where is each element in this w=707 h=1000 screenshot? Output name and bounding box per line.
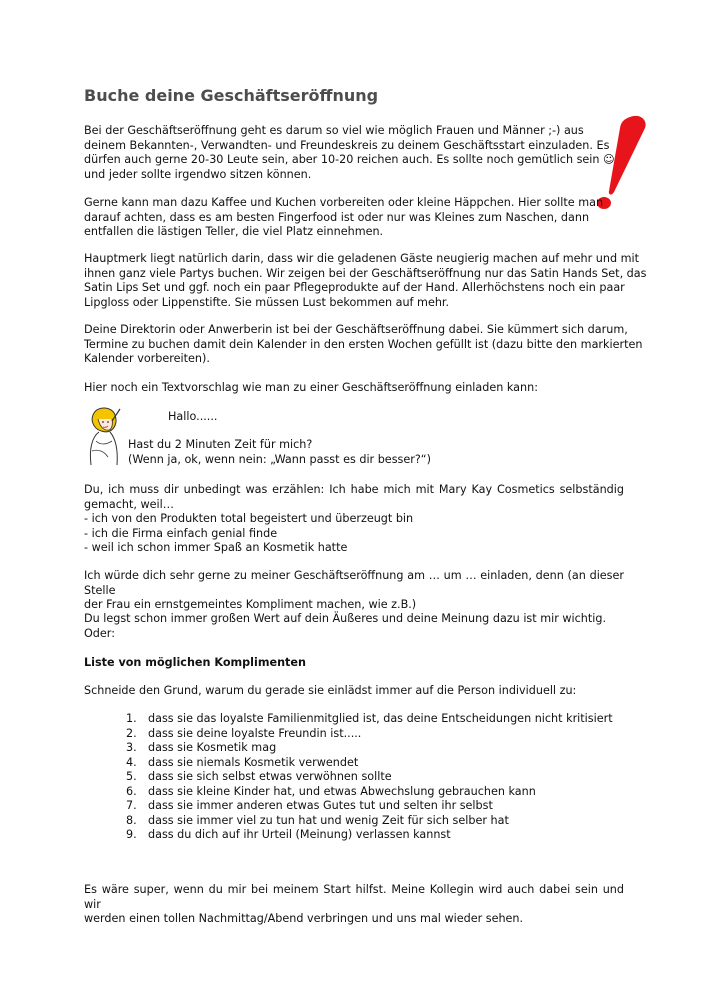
focus-paragraph: Hauptmerk liegt natürlich darin, dass wir die geladenen Gäste neugierig machen auf mehr und mit ihnen ganz viele Partys buchen. Wir zeigen bei der Geschäftseröffnung nur das Satin Hands Set, das Satin Lips Set und ggf. noch ein paar Pflegeprodukte auf der Hand. Allerhöchstens noch ein paar Lipgloss oder Lippenstifte. Sie müssen Lust bekommen auf mehr. [84, 252, 647, 309]
invite-question: Hast du 2 Minuten Zeit für mich? (Wenn ja, ok, wenn nein: „Wann passt es dir besser?“) [128, 438, 431, 466]
director-paragraph: Deine Direktorin oder Anwerberin ist bei der Geschäftseröffnung dabei. Sie kümmert sich darum, Termine zu buchen damit dein Kalender in den ersten Wochen gefüllt ist (dazu bitte den markierten Kalender vorbereiten). [84, 323, 643, 365]
list-item: 2. dass sie deine loyalste Freundin ist..... [126, 726, 362, 740]
list-item: 7. dass sie immer anderen etwas Gutes tut und selten ihr selbst [126, 799, 493, 812]
list-item: 1. dass sie das loyalste Familienmitglied ist, das deine Entscheidungen nicht kritisiert [126, 712, 613, 725]
list-item: 9. dass du dich auf ihr Urteil (Meinung) verlassen kannst [126, 828, 451, 841]
woman-clipart-icon [82, 407, 126, 467]
food-paragraph: Gerne kann man dazu Kaffee und Kuchen vorbereiten oder kleine Häppchen. Hier sollte man darauf achten, dass es am besten Fingerfood ist oder nur was Kleines zum Naschen, dann entfallen die lästigen Teller, die viel Platz einnehmen. [84, 196, 604, 238]
list-item: 6. dass sie kleine Kinder hat, und etwas Abwechslung gebrauchen kann [126, 784, 536, 798]
compliments-intro: Schneide den Grund, warum du gerade sie einlädst immer auf die Person individuell zu: [84, 684, 577, 697]
list-item: 3. dass sie Kosmetik mag [126, 741, 277, 754]
proposal-intro: Hier noch ein Textvorschlag wie man zu einer Geschäftseröffnung einladen kann: [84, 381, 538, 394]
closing-paragraph: Es wäre super, wenn du mir bei meinem Start hilfst. Meine Kollegin wird auch dabei sein und wir werden einen tollen Nachmittag/Abend verbringen und uns mal wieder sehen. [84, 883, 624, 925]
compliments-heading: Liste von möglichen Komplimenten [84, 656, 306, 669]
list-item: 8. dass sie immer viel zu tun hat und wenig Zeit für sich selber hat [126, 813, 509, 827]
compliments-list [126, 712, 613, 843]
value-paragraph: Du legst schon immer großen Wert auf dein Äußeres und deine Meinung dazu ist mir wichtig. Oder: [84, 612, 607, 640]
tell-paragraph: Du, ich muss dir unbedingt was erzählen: Ich habe mich mit Mary Kay Cosmetics selbständig gemacht, weil… - ich von den Produkten total begeistert und überzeugt bin - ich die Firma einfach genial finde - weil ich schon immer Spaß an Kosmetik hatte [84, 483, 624, 554]
list-item: 4. dass sie niemals Kosmetik verwendet [126, 755, 359, 769]
intro-paragraph: Bei der Geschäftseröffnung geht es darum so viel wie möglich Frauen und Männer ;-) aus deinem Bekannten-, Verwandten- und Freundeskreis zu deinem Geschäftsstart einzuladen. Es dürfen auch gerne 20-30 Leute sein, aber 10-20 reichen auch. Es sollte noch gemütlich sein ☺ und jeder sollte irgendwo sitzen können. [84, 124, 615, 181]
page-title: Buche deine Geschäftseröffnung [84, 86, 379, 105]
list-item: 5. dass sie sich selbst etwas verwöhnen sollte [126, 770, 392, 783]
invite-paragraph: Ich würde dich sehr gerne zu meiner Geschäftseröffnung am … um … einladen, denn (an dieser Stelle der Frau ein ernstgemeintes Kompliment machen, wie z.B.) [84, 569, 624, 611]
greeting-text: Hallo...... [168, 410, 218, 423]
